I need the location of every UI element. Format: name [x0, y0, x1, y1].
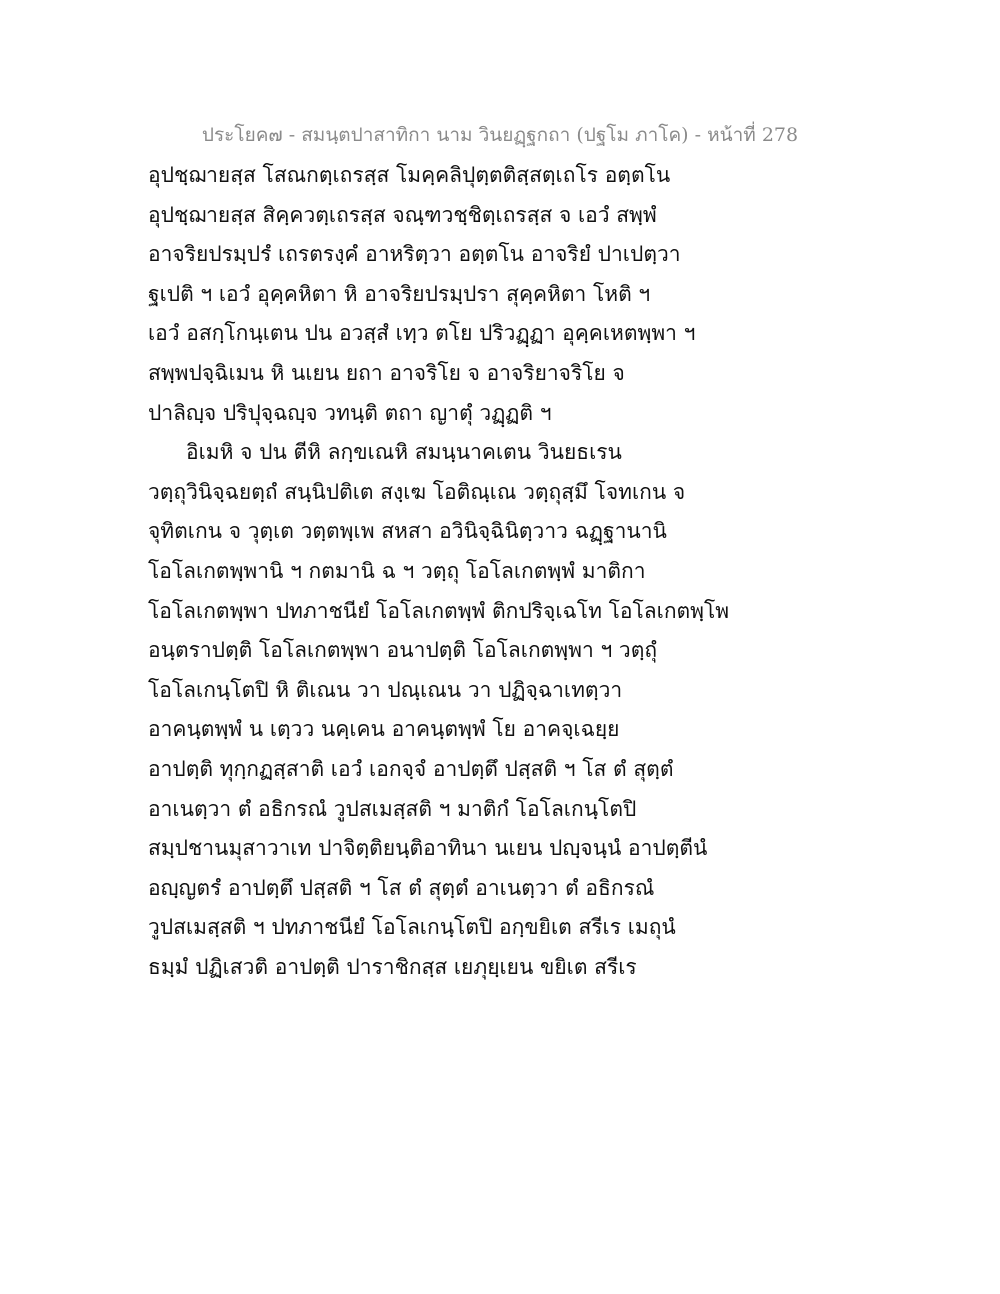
- running-header: ประโยค๗ - สมนฺตปาสาทิกา นาม วินยฏฺฐกถา (ปฐโม ภาโค) - หน้าที่ 278: [201, 124, 799, 146]
- text-line: อนฺตราปตฺติ โอโลเกตพฺพา อนาปตฺติ โอโลเกตพฺพา ฯ วตฺถุํ: [148, 638, 658, 663]
- text-line: โอโลเกตพฺพานิ ฯ กตมานิ ฉ ฯ วตฺถุ โอโลเกตพฺพํ มาติกา: [148, 558, 646, 583]
- paragraph-start-line: อิเมหิ จ ปน ตีหิ ลกฺขเณหิ สมนฺนาคเตน วินยธเรน: [186, 440, 622, 465]
- body-text: [148, 156, 730, 987]
- text-line: อญฺญตรํ อาปตฺตึ ปสฺสติ ฯ โส ตํ สุตฺตํ อาเนตฺวา ตํ อธิกรณํ: [148, 875, 655, 900]
- text-line: โอโลเกนฺโตปิ หิ ติเณน วา ปณฺเณน วา ปฏิจฺฉาเทตฺวา: [148, 677, 623, 702]
- text-line: จุทิตเกน จ วุตฺเต วตฺตพฺเพ สหสา อวินิจฺฉินิตฺวาว ฉฏฺฐานานิ: [148, 519, 667, 544]
- text-line: วูปสเมสฺสติ ฯ ปทภาชนียํ โอโลเกนฺโตปิ อกฺขยิเต สรีเร เมถุนํ: [148, 915, 676, 940]
- text-line: อุปชฺฌายสฺส โสณกตฺเถรสฺส โมคฺคลิปุตฺตติสฺสตฺเถโร อตฺตโน: [148, 163, 671, 187]
- text-line: อุปชฺฌายสฺส สิคฺควตฺเถรสฺส จณฺฑวชฺชิตฺเถรสฺส จ เอวํ สพฺพํ: [148, 202, 657, 227]
- text-line: อาคนฺตพฺพํ น เตฺวว นคฺเคน อาคนฺตพฺพํ โย อาคจฺเฉยฺย: [148, 717, 620, 742]
- text-line: อาจริยปรมฺปรํ เถรตรงฺคํ อาหริตฺวา อตฺตโน อาจริยํ ปาเปตฺวา: [148, 242, 681, 267]
- text-line: สพฺพปจฺฉิเมน หิ นเยน ยถา อาจริโย จ อาจริยาจริโย จ: [148, 360, 625, 385]
- text-line: ธมฺมํ ปฏิเสวติ อาปตฺติ ปาราชิกสฺส เยภุยฺเยน ขยิเต สรีเร: [148, 954, 637, 979]
- text-line: ปาลิญฺจ ปริปุจฺฉญฺจ วทนฺติ ตถา ญาตุํ วฏฺฏติ ฯ: [148, 400, 552, 425]
- text-line: โอโลเกตพฺพา ปทภาชนียํ โอโลเกตพฺพํ ติกปริจฺเฉโท โอโลเกตพฺโพ: [148, 598, 730, 623]
- text-line: วตฺถุวินิจฺฉยตฺถํ สนฺนิปติเต สงฺเฆ โอติณฺเณ วตฺถุสฺมึ โจทเกน จ: [148, 479, 686, 504]
- text-line: สมฺปชานมุสาวาเท ปาจิตฺติยนฺติอาทินา นเยน ปญฺจนฺนํ อาปตฺตีนํ: [148, 836, 708, 861]
- text-line: อาเนตฺวา ตํ อธิกรณํ วูปสเมสฺสติ ฯ มาติกํ โอโลเกนฺโตปิ: [148, 796, 637, 821]
- text-line: เอวํ อสกฺโกนฺเตน ปน อวสฺสํ เทฺว ตโย ปริวฏฺฏา อุคฺคเหตพฺพา ฯ: [148, 321, 696, 346]
- text-line: อาปตฺติ ทุกฺกฏสฺสาติ เอวํ เอกจฺจํ อาปตฺตึ ปสฺสติ ฯ โส ตํ สุตฺตํ: [148, 756, 674, 781]
- text-line: ฐเปติ ฯ เอวํ อุคฺคหิตา หิ อาจริยปรมฺปรา สุคฺคหิตา โหติ ฯ: [148, 281, 651, 306]
